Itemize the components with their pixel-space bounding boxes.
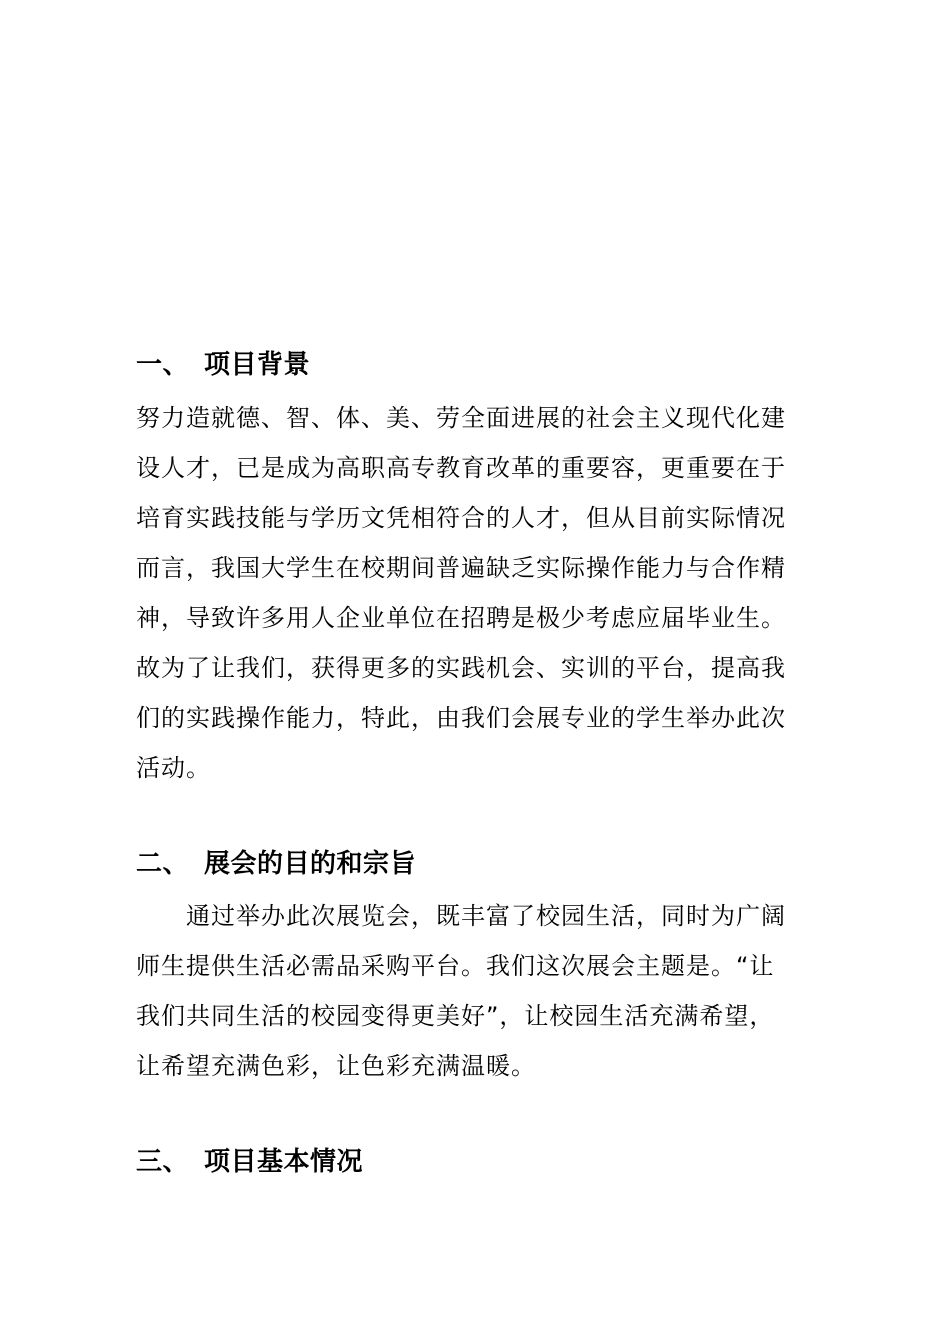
paragraph-line: 让希望充满色彩，让色彩充满温暖。 [136,1052,536,1080]
section-exhibition-purpose [136,841,826,1091]
paragraph-line: 们的实践操作能力，特此，由我们会展专业的学生举办此次 [136,704,786,732]
paragraph-line: 培育实践技能与学历文凭相符合的人才，但从目前实际情况 [136,504,786,532]
paragraph [136,393,826,793]
section-title: 项目背景 [204,349,311,380]
paragraph-line: 而言，我国大学生在校期间普遍缺乏实际操作能力与合作精 [136,554,786,582]
section-project-background [136,342,826,793]
paragraph-line: 神，导致许多用人企业单位在招聘是极少考虑应届毕业生。 [136,604,786,632]
section-title: 项目基本情况 [204,1146,364,1177]
section-number: 三、 [136,1146,190,1177]
section-number: 一、 [136,349,190,380]
paragraph-line: 故为了让我们，获得更多的实践机会、实训的平台，提高我 [136,654,786,682]
section-heading [136,342,826,382]
paragraph [136,891,826,1091]
paragraph-line: 活动。 [136,754,211,782]
paragraph-line: 努力造就德、智、体、美、劳全面进展的社会主义现代化建 [136,404,786,432]
paragraph-line: 设人才，已是成为高职高专教育改革的重要容，更重要在于 [136,454,786,482]
section-project-basics [136,1139,826,1179]
section-number: 二、 [136,848,190,879]
section-heading [136,841,826,881]
paragraph-line: 我们共同生活的校园变得更美好”，让校园生活充满希望， [136,1002,775,1030]
section-title: 展会的目的和宗旨 [204,848,417,879]
paragraph-line: 通过举办此次展览会，既丰富了校园生活，同时为广阔 [186,902,786,930]
section-heading [136,1139,826,1179]
paragraph-line: 师生提供生活必需品采购平台。我们这次展会主题是。“让 [136,952,775,980]
